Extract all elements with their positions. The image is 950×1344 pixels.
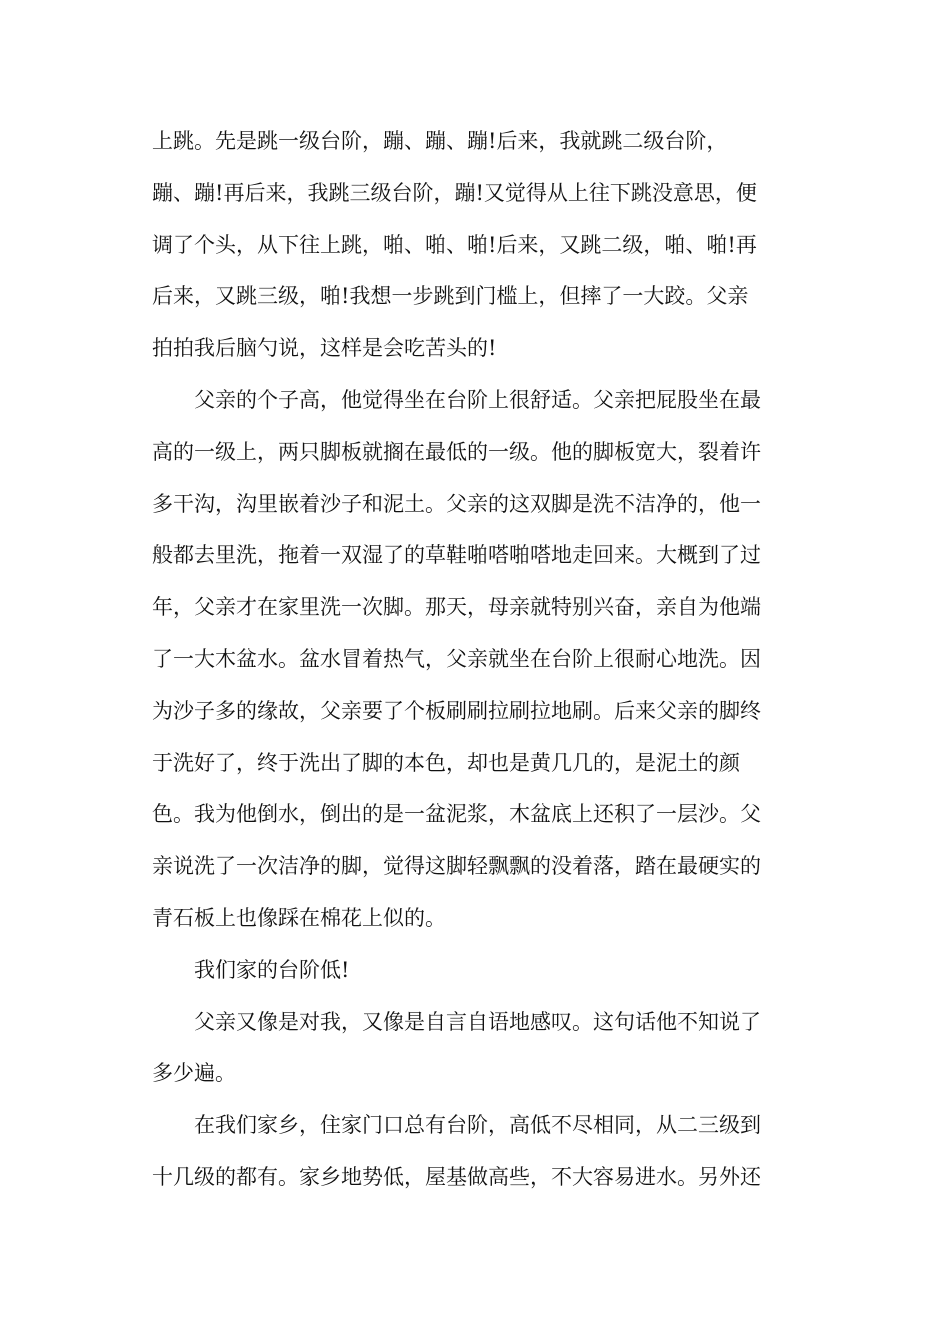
text-line: 上跳。先是跳一级台阶，蹦、蹦、蹦!后来，我就跳二级台阶， bbox=[152, 129, 728, 153]
text-line: 父亲的个子高，他觉得坐在台阶上很舒适。父亲把屁股坐在最 bbox=[194, 387, 761, 412]
text-line: 了一大木盆水。盆水冒着热气，父亲就坐在台阶上很耐心地洗。因 bbox=[152, 646, 761, 671]
text-line: 多少遍。 bbox=[152, 1061, 236, 1086]
body-text bbox=[152, 116, 812, 1204]
text-line: 多干沟，沟里嵌着沙子和泥土。父亲的这双脚是洗不洁净的，他一 bbox=[152, 491, 761, 516]
text-line: 在我们家乡，住家门口总有台阶，高低不尽相同，从二三级到 bbox=[194, 1113, 761, 1138]
text-line: 般都去里洗，拖着一双湿了的草鞋啪嗒啪嗒地走回来。大概到了过 bbox=[152, 543, 761, 568]
text-line: 于洗好了，终于洗出了脚的本色，却也是黄几几的，是泥土的颜 bbox=[152, 750, 740, 775]
text-line: 拍拍我后脑勺说，这样是会吃苦头的! bbox=[152, 336, 497, 361]
text-line: 高的一级上，两只脚板就搁在最低的一级。他的脚板宽大，裂着许 bbox=[152, 439, 761, 464]
text-line: 十几级的都有。家乡地势低，屋基做高些，不大容易进水。另外还 bbox=[152, 1164, 761, 1189]
text-line: 我们家的台阶低! bbox=[194, 957, 350, 982]
text-line: 色。我为他倒水，倒出的是一盆泥浆，木盆底上还积了一层沙。父 bbox=[152, 802, 761, 827]
text-line: 蹦、蹦!再后来，我跳三级台阶，蹦!又觉得从上往下跳没意思，便 bbox=[152, 180, 757, 205]
text-line: 调了个头，从下往上跳，啪、啪、啪!后来，又跳二级，啪、啪!再 bbox=[152, 232, 757, 257]
text-line: 亲说洗了一次洁净的脚，觉得这脚轻飘飘的没着落，踏在最硬实的 bbox=[152, 854, 761, 879]
text-line: 后来，又跳三级，啪!我想一步跳到门槛上，但摔了一大跤。父亲 bbox=[152, 284, 749, 309]
text-line: 年，父亲才在家里洗一次脚。那天，母亲就特别兴奋，亲自为他端 bbox=[152, 595, 761, 620]
text-line: 为沙子多的缘故，父亲要了个板刷刷拉刷拉地刷。后来父亲的脚终 bbox=[152, 698, 761, 723]
text-line: 父亲又像是对我，又像是自言自语地感叹。这句话他不知说了 bbox=[194, 1009, 761, 1034]
text-line: 青石板上也像踩在棉花上似的。 bbox=[152, 905, 446, 930]
